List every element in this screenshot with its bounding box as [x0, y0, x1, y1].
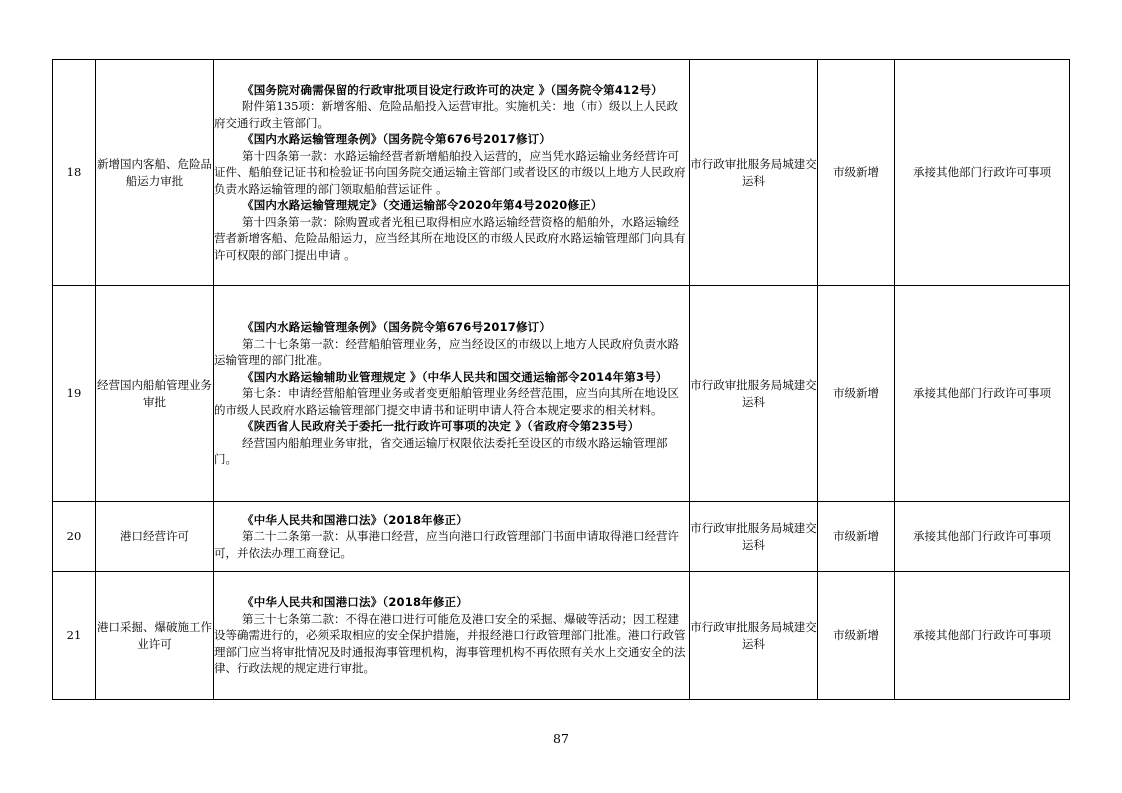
item-note: 承接其他部门行政许可事项 — [895, 572, 1070, 700]
item-name: 港口采掘、爆破施工作业许可 — [96, 572, 214, 700]
law-clause: 附件第135项：新增客船、危险品船投入运营审批。实施机关：地（市）级以上人民政府交通行政主管部门。 — [214, 99, 678, 130]
implementing-org: 市行政审批服务局城建交运科 — [690, 572, 818, 700]
legal-basis — [214, 60, 690, 286]
item-note: 承接其他部门行政许可事项 — [895, 60, 1070, 286]
law-title: 《国内水路运输管理条例》（国务院令第676号2017修订） — [242, 320, 552, 335]
item-name: 新增国内客船、危险品船运力审批 — [96, 60, 214, 286]
law-title: 《中华人民共和国港口法》（2018年修正） — [242, 595, 468, 610]
law-clause: 经营国内船舶理业务审批，省交通运输厅权限依法委托至设区的市级水路运输管理部门。 — [214, 435, 668, 467]
law-title: 《国内水路运输管理条例》（国务院令第676号2017修订） — [242, 132, 552, 147]
law-clause: 第十四条第一款：除购置或者光租已取得相应水路运输经营资格的船舶外，水路运输经营者新增客船、危险品船运力，应当经其所在地设区的市级人民政府水路运输管理部门向具有许可权限的部门提出申请 。 — [214, 214, 686, 262]
page-number: 87 — [553, 731, 569, 746]
item-level: 市级新增 — [818, 502, 895, 572]
law-clause: 第二十七条第一款：经营船舶管理业务，应当经设区的市级以上地方人民政府负责水路运输管理的部门批准。 — [214, 336, 679, 368]
table-row — [53, 286, 1070, 502]
implementing-org: 市行政审批服务局城建交运科 — [690, 60, 818, 286]
law-clause: 第七条：申请经营船舶管理业务或者变更船舶管理业务经营范围，应当向其所在地设区的市级人民政府水路运输管理部门提交申请书和证明申请人符合本规定要求的相关材料。 — [214, 386, 679, 417]
law-title: 《国内水路运输辅助业管理规定 》（中华人民共和国交通运输部令2014年第3号） — [242, 369, 668, 384]
table-row — [53, 60, 1070, 286]
item-level: 市级新增 — [818, 60, 895, 286]
table-row — [53, 502, 1070, 572]
legal-basis — [214, 502, 690, 572]
law-title: 《中华人民共和国港口法》（2018年修正） — [242, 512, 468, 527]
item-level: 市级新增 — [818, 572, 895, 700]
law-title: 《陕西省人民政府关于委托一批行政许可事项的决定 》（省政府令第235号） — [242, 419, 640, 434]
legal-basis — [214, 286, 690, 502]
item-number: 19 — [53, 286, 96, 502]
item-level: 市级新增 — [818, 286, 895, 502]
item-number: 20 — [53, 502, 96, 572]
legal-basis — [214, 572, 690, 700]
law-clause: 第二十二条第一款：从事港口经营，应当向港口行政管理部门书面申请取得港口经营许可，并依法办理工商登记。 — [214, 529, 679, 560]
item-number: 21 — [53, 572, 96, 700]
law-clause: 第十四条第一款：水路运输经营者新增船舶投入运营的，应当凭水路运输业务经营许可证件、船舶登记证书和检验证书向国务院交通运输主管部门或者设区的市级以上地方人民政府负责水路运输管理的部门领取船舶营运证件 。 — [214, 148, 686, 196]
item-number: 18 — [53, 60, 96, 286]
item-name: 港口经营许可 — [96, 502, 214, 572]
implementing-org: 市行政审批服务局城建交运科 — [690, 286, 818, 502]
approval-items-table — [52, 59, 1070, 700]
law-clause: 第三十七条第二款：不得在港口进行可能危及港口安全的采掘、爆破等活动；因工程建设等确需进行的，必须采取相应的安全保护措施，并报经港口行政管理部门批准。港口行政管理部门应当将审批情况及时通报海事管理机构，海事管理机构不再依照有关水上交通安全的法律、行政法规的规定进行审批。 — [214, 611, 686, 676]
implementing-org: 市行政审批服务局城建交运科 — [690, 502, 818, 572]
law-title: 《国务院对确需保留的行政审批项目设定行政许可的决定 》（国务院令第412号） — [242, 82, 663, 97]
item-note: 承接其他部门行政许可事项 — [895, 502, 1070, 572]
item-name: 经营国内船舶管理业务审批 — [96, 286, 214, 502]
law-title: 《国内水路运输管理规定》（交通运输部令2020年第4号2020修正） — [242, 198, 603, 213]
item-note: 承接其他部门行政许可事项 — [895, 286, 1070, 502]
table-row — [53, 572, 1070, 700]
